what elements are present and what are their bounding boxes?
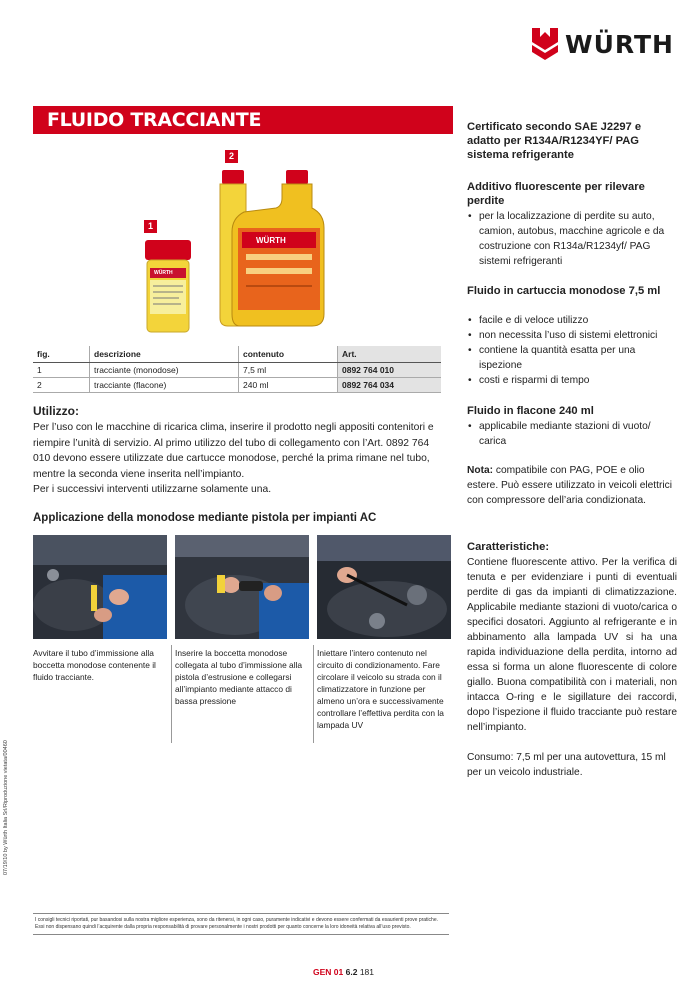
table-row	[33, 363, 441, 378]
wurth-logo-icon	[532, 28, 558, 60]
page-footer	[313, 967, 374, 977]
utilizzo-paragraph-1: Per l’uso con le macchine di ricarica clima, inserire il prodotto negli appositi contenitori e riempire l’unità di servizio. Al primo utilizzo del tubo di collegamento con l’Art. 0892 764 010 devono essere utilizzate due cartucce monodose, perché la prima rimane nel tubo, mentre la seconda viene inserita nell’impianto.	[33, 422, 434, 480]
cartuccia-heading: Fluido in cartuccia monodose 7,5 ml	[467, 285, 661, 297]
caratteristiche-text: Contiene fluorescente attivo. Per la verifica di tenuta e per evidenziare i punti di eventuali perdite di gas da impianti di climatizzazione. Applicabile mediante stazioni di vuoto/carica o specifici dosatori. Aggiunto al refrigerante e in abbinamento alla lampada UV si ha una rapida individuazione della perdita, intorno ad essa si forma un alone fluorescente di colore giallo. Buona compatibilità con i materiali, non intacca O-ring e le sigillature dei raccordi, dopo l’ispezione il fluido tracciante può restare nell’impianto.	[467, 557, 677, 733]
flacone-list	[467, 419, 677, 449]
table-cell: 1	[33, 363, 90, 378]
table-cell: tracciante (flacone)	[90, 378, 239, 393]
flacone-heading: Fluido in flacone 240 ml	[467, 405, 594, 417]
list-item: • contiene la quantità esatta per una ispezione	[467, 343, 677, 373]
photo-caption-2: Inserire la boccetta monodose collegata al tubo d’immissione alla pistola d’estrusione e collegarsi all’impianto mediante attacco di bassa pressione	[175, 648, 303, 706]
application-photo-1	[33, 535, 167, 639]
table-cell: tracciante (monodose)	[90, 363, 239, 378]
application-photo-2	[175, 535, 309, 639]
additivo-heading: Additivo fluorescente per rilevare perdite	[467, 181, 645, 207]
caption-divider	[313, 645, 314, 743]
table-row	[33, 378, 441, 393]
applicazione-heading: Applicazione della monodose mediante pistola per impianti AC	[33, 512, 377, 524]
table-header: contenuto	[239, 346, 338, 363]
list-item: • costi e risparmi di tempo	[467, 373, 677, 388]
table-cell-article: 0892 764 034	[338, 378, 442, 393]
table-cell: 2	[33, 378, 90, 393]
utilizzo-heading: Utilizzo:	[33, 404, 79, 418]
table-cell-article: 0892 764 010	[338, 363, 442, 378]
product-label-2: WÜRTH	[256, 236, 286, 245]
product-image-flacone	[216, 168, 326, 328]
certification-heading: Certificato secondo SAE J2297 e adatto per R134A/R1234YF/ PAG sistema refrigerante	[467, 121, 642, 161]
table-header-row	[33, 346, 441, 363]
nota-body: compatibile con PAG, POE e olio estere. Può essere utilizzato in veicoli elettrici con compressore dell’aria condizionata.	[467, 465, 672, 506]
photo-caption-3: Iniettare l’intero contenuto nel circuito di condizionamento. Fare circolare il veicolo su strada con il climatizzatore in funzione per almeno un’ora e successivamente controllare l’effettiva perdita con la lampada UV	[317, 648, 444, 730]
footer-section: GEN 01	[313, 967, 344, 977]
photo-caption-1: Avvitare il tubo d’immissione alla boccetta monodose contenente il fluido tracciante.	[33, 648, 156, 682]
application-photo-3	[317, 535, 451, 639]
list-item: • per la localizzazione di perdite su auto, camion, autobus, macchine agricole e da costruzione con R134a/R1234yf/ PAG sistemi refrigeranti	[467, 209, 677, 269]
table-cell: 7,5 ml	[239, 363, 338, 378]
page-number: 181	[359, 967, 375, 977]
consumo-text: Consumo: 7,5 ml per una autovettura, 15 ml per un veicolo industriale.	[467, 752, 666, 778]
list-item: • non necessita l’uso di sistemi elettronici	[467, 328, 677, 343]
list-item: • applicabile mediante stazioni di vuoto/ carica	[467, 419, 677, 449]
cartuccia-list	[467, 313, 677, 388]
utilizzo-text	[33, 420, 443, 498]
nota-label: Nota:	[467, 465, 494, 476]
product-badge-2: 2	[225, 150, 238, 163]
wurth-logo	[532, 28, 672, 62]
page-title: FLUIDO TRACCIANTE	[47, 109, 262, 131]
title-bar	[33, 106, 453, 134]
caratteristiche-heading: Caratteristiche:	[467, 541, 550, 553]
disclaimer: I consigli tecnici riportati, pur basandosi sulla nostra migliore esperienza, sono da ritenersi, in ogni caso, puramente indicativi e devono essere confermati da esaurienti prove pratiche. Essi non dispensano quindi l’acquirente dalla propria responsabilità di provare personalmente i nostri prodotti per quanto concerne la loro idoneità relativa all’uso previsto.	[33, 913, 449, 935]
table-header: Art.	[338, 346, 442, 363]
copyright-side-text: 07/19/10 by Würth Italia Srl/Riproduzione vietata/00460	[3, 740, 9, 875]
list-item: • facile e di veloce utilizzo	[467, 313, 677, 328]
utilizzo-paragraph-2: Per i successivi interventi utilizzarne solamente una.	[33, 484, 272, 495]
product-label-1: WÜRTH	[154, 270, 173, 276]
table-header: fig.	[33, 346, 90, 363]
product-table	[33, 346, 441, 393]
nota-text	[467, 463, 677, 508]
brand-name: WÜRTH	[565, 30, 674, 59]
additivo-list	[467, 209, 677, 269]
footer-chapter: 6.2	[345, 967, 358, 977]
table-cell: 240 ml	[239, 378, 338, 393]
table-header: descrizione	[90, 346, 239, 363]
product-badge-1: 1	[144, 220, 157, 233]
product-image-monodose	[144, 238, 192, 334]
caption-divider	[171, 645, 172, 743]
